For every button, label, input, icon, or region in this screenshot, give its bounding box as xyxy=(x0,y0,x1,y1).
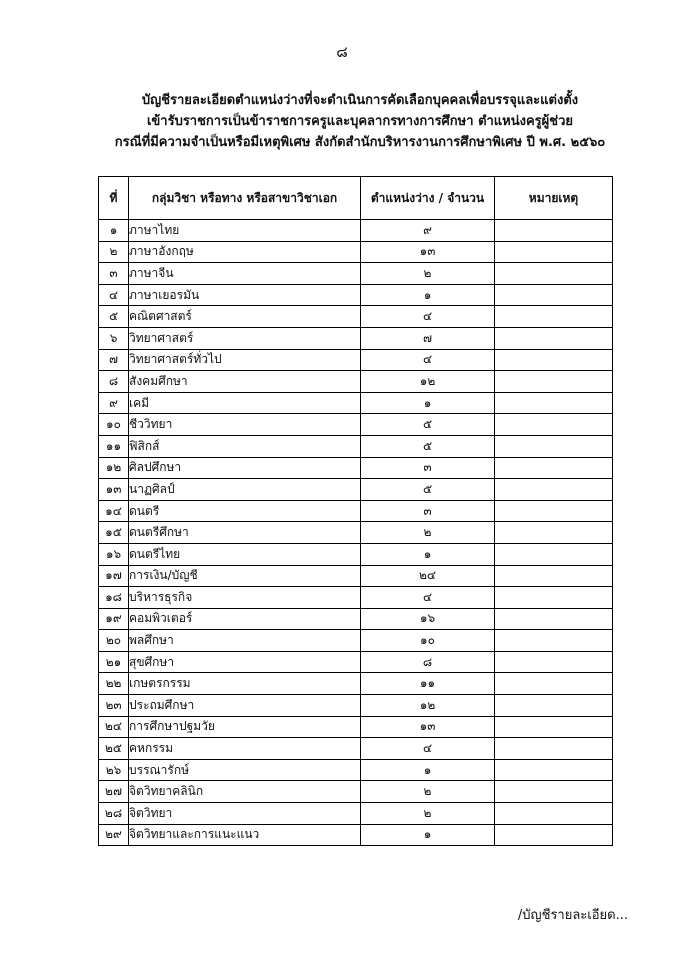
row-number: ๓ xyxy=(99,263,129,285)
row-subject: นาฏศิลป์ xyxy=(129,479,361,501)
heading-line-1: บัญชีรายละเอียดตำแหน่งว่างที่จะดำเนินการคัดเลือกบุคคลเพื่อบรรจุและแต่งตั้ง xyxy=(141,93,579,108)
row-note xyxy=(495,220,613,242)
table-row xyxy=(99,738,613,760)
table-row xyxy=(99,803,613,825)
row-number: ๒๘ xyxy=(99,803,129,825)
row-note xyxy=(495,435,613,457)
table-row xyxy=(99,651,613,673)
row-count: ๑ xyxy=(361,543,495,565)
table-row xyxy=(99,306,613,328)
row-note xyxy=(495,759,613,781)
row-number: ๒๕ xyxy=(99,738,129,760)
row-subject: เคมี xyxy=(129,392,361,414)
table-row xyxy=(99,435,613,457)
row-subject: ดนตรีศึกษา xyxy=(129,522,361,544)
row-subject: บรรณารักษ์ xyxy=(129,759,361,781)
row-count: ๕ xyxy=(361,414,495,436)
page-number: ๘ xyxy=(336,43,348,61)
table-row xyxy=(99,565,613,587)
row-number: ๑๐ xyxy=(99,414,129,436)
row-subject: การศึกษาปฐมวัย xyxy=(129,716,361,738)
row-note xyxy=(495,565,613,587)
row-number: ๒๒ xyxy=(99,673,129,695)
document-heading xyxy=(60,90,660,153)
row-note xyxy=(495,695,613,717)
row-count: ๔ xyxy=(361,306,495,328)
row-note xyxy=(495,781,613,803)
table-row xyxy=(99,457,613,479)
row-count: ๑๒ xyxy=(361,695,495,717)
row-note xyxy=(495,327,613,349)
row-subject: วิทยาศาสตร์ xyxy=(129,327,361,349)
table-row xyxy=(99,522,613,544)
row-number: ๑๗ xyxy=(99,565,129,587)
header-note: หมายเหตุ xyxy=(495,177,613,220)
row-subject: ฟิสิกส์ xyxy=(129,435,361,457)
row-count: ๒ xyxy=(361,522,495,544)
row-number: ๒ xyxy=(99,241,129,263)
row-count: ๔ xyxy=(361,738,495,760)
header-count: ตำแหน่งว่าง / จำนวน xyxy=(361,177,495,220)
row-number: ๑๘ xyxy=(99,587,129,609)
header-subject: กลุ่มวิชา หรือทาง หรือสาขาวิชาเอก xyxy=(129,177,361,220)
heading-line-3: กรณีที่มีความจำเป็นหรือมีเหตุพิเศษ สังกัดสำนักบริหารงานการศึกษาพิเศษ ปี พ.ศ. ๒๕๖๐ xyxy=(114,135,606,150)
row-subject: ประถมศึกษา xyxy=(129,695,361,717)
row-count: ๑๖ xyxy=(361,608,495,630)
row-count: ๑๑ xyxy=(361,673,495,695)
header-no: ที่ xyxy=(99,177,129,220)
row-number: ๑๑ xyxy=(99,435,129,457)
row-number: ๒๔ xyxy=(99,716,129,738)
table-row xyxy=(99,263,613,285)
row-count: ๒ xyxy=(361,803,495,825)
row-count: ๒ xyxy=(361,781,495,803)
row-subject: บริหารธุรกิจ xyxy=(129,587,361,609)
row-subject: สังคมศึกษา xyxy=(129,371,361,393)
continuation-note: /บัญชีรายละเอียด... xyxy=(517,908,628,923)
table-row xyxy=(99,327,613,349)
row-note xyxy=(495,500,613,522)
table-row xyxy=(99,241,613,263)
row-count: ๑ xyxy=(361,824,495,846)
row-note xyxy=(495,673,613,695)
row-subject: จิตวิทยาคลินิก xyxy=(129,781,361,803)
row-count: ๑ xyxy=(361,759,495,781)
row-note xyxy=(495,630,613,652)
row-subject: การเงิน/บัญชี xyxy=(129,565,361,587)
row-count: ๒๔ xyxy=(361,565,495,587)
row-count: ๑ xyxy=(361,284,495,306)
row-subject: เกษตรกรรม xyxy=(129,673,361,695)
row-number: ๙ xyxy=(99,392,129,414)
row-number: ๑๖ xyxy=(99,543,129,565)
table-row xyxy=(99,414,613,436)
table-row xyxy=(99,824,613,846)
row-count: ๓ xyxy=(361,457,495,479)
row-number: ๒๓ xyxy=(99,695,129,717)
row-subject: พลศึกษา xyxy=(129,630,361,652)
row-count: ๕ xyxy=(361,435,495,457)
row-number: ๑๔ xyxy=(99,500,129,522)
table-row xyxy=(99,500,613,522)
row-count: ๕ xyxy=(361,479,495,501)
row-subject: คหกรรม xyxy=(129,738,361,760)
row-note xyxy=(495,263,613,285)
row-number: ๒๗ xyxy=(99,781,129,803)
row-subject: ดนตรีไทย xyxy=(129,543,361,565)
row-subject: ภาษาอังกฤษ xyxy=(129,241,361,263)
table-row xyxy=(99,716,613,738)
row-note xyxy=(495,824,613,846)
table-row xyxy=(99,630,613,652)
row-count: ๑๓ xyxy=(361,716,495,738)
row-number: ๒๙ xyxy=(99,824,129,846)
row-subject: วิทยาศาสตร์ทั่วไป xyxy=(129,349,361,371)
row-subject: จิตวิทยา xyxy=(129,803,361,825)
row-subject: ภาษาไทย xyxy=(129,220,361,242)
row-subject: ศิลปศึกษา xyxy=(129,457,361,479)
row-subject: สุขศึกษา xyxy=(129,651,361,673)
row-number: ๑๕ xyxy=(99,522,129,544)
row-count: ๑๓ xyxy=(361,241,495,263)
row-number: ๔ xyxy=(99,284,129,306)
row-subject: ภาษาเยอรมัน xyxy=(129,284,361,306)
row-note xyxy=(495,284,613,306)
row-number: ๒๖ xyxy=(99,759,129,781)
table-row xyxy=(99,220,613,242)
row-subject: จิตวิทยาและการแนะแนว xyxy=(129,824,361,846)
row-note xyxy=(495,414,613,436)
row-number: ๒๐ xyxy=(99,630,129,652)
table-header-row xyxy=(99,177,613,220)
row-count: ๑๐ xyxy=(361,630,495,652)
row-number: ๑๒ xyxy=(99,457,129,479)
row-note xyxy=(495,587,613,609)
vacancy-table xyxy=(98,176,613,846)
row-number: ๒๑ xyxy=(99,651,129,673)
row-count: ๔ xyxy=(361,587,495,609)
heading-line-2: เข้ารับราชการเป็นข้าราชการครูและบุคลากรทางการศึกษา ตำแหน่งครูผู้ช่วย xyxy=(146,114,574,129)
row-count: ๑ xyxy=(361,392,495,414)
row-number: ๑๓ xyxy=(99,479,129,501)
table-row xyxy=(99,759,613,781)
row-note xyxy=(495,803,613,825)
row-count: ๘ xyxy=(361,651,495,673)
row-number: ๑ xyxy=(99,220,129,242)
table-row xyxy=(99,284,613,306)
row-count: ๔ xyxy=(361,349,495,371)
row-note xyxy=(495,479,613,501)
row-count: ๗ xyxy=(361,327,495,349)
table-row xyxy=(99,587,613,609)
row-number: ๖ xyxy=(99,327,129,349)
table-row xyxy=(99,371,613,393)
row-note xyxy=(495,349,613,371)
table-row xyxy=(99,392,613,414)
table-row xyxy=(99,608,613,630)
row-count: ๑๒ xyxy=(361,371,495,393)
row-note xyxy=(495,738,613,760)
table-body xyxy=(99,220,613,846)
row-note xyxy=(495,457,613,479)
row-subject: คณิตศาสตร์ xyxy=(129,306,361,328)
row-number: ๘ xyxy=(99,371,129,393)
table-row xyxy=(99,781,613,803)
row-note xyxy=(495,241,613,263)
row-note xyxy=(495,543,613,565)
table-row xyxy=(99,673,613,695)
row-note xyxy=(495,716,613,738)
row-note xyxy=(495,392,613,414)
row-note xyxy=(495,306,613,328)
row-note xyxy=(495,522,613,544)
table-row xyxy=(99,543,613,565)
row-subject: ชีววิทยา xyxy=(129,414,361,436)
row-note xyxy=(495,371,613,393)
table-row xyxy=(99,349,613,371)
row-number: ๑๙ xyxy=(99,608,129,630)
row-subject: ภาษาจีน xyxy=(129,263,361,285)
row-count: ๓ xyxy=(361,500,495,522)
row-subject: คอมพิวเตอร์ xyxy=(129,608,361,630)
table-row xyxy=(99,479,613,501)
row-note xyxy=(495,651,613,673)
row-count: ๒ xyxy=(361,263,495,285)
row-note xyxy=(495,608,613,630)
row-number: ๕ xyxy=(99,306,129,328)
row-number: ๗ xyxy=(99,349,129,371)
table-row xyxy=(99,695,613,717)
row-count: ๙ xyxy=(361,220,495,242)
row-subject: ดนตรี xyxy=(129,500,361,522)
